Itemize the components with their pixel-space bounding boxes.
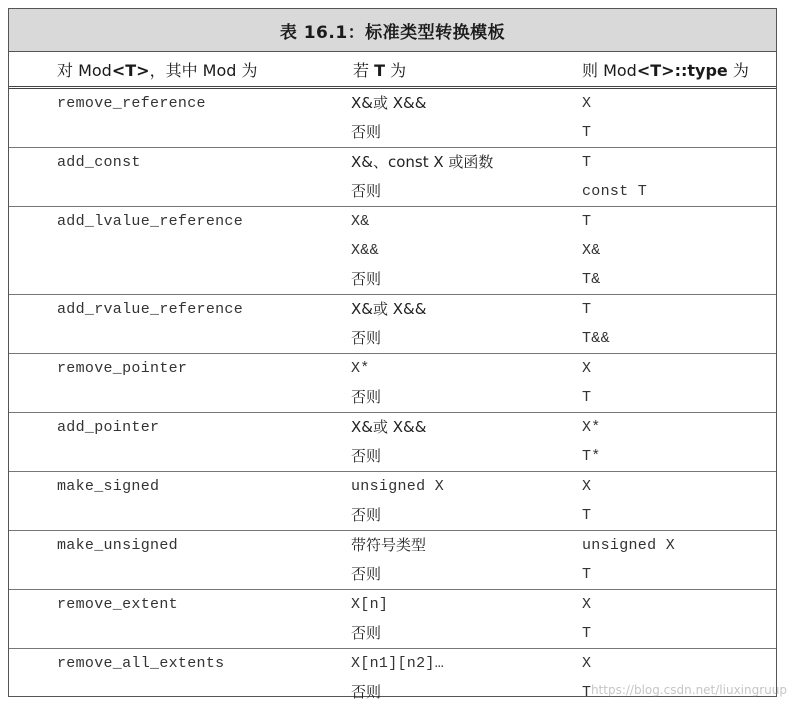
result-type-cell: X [582,95,592,112]
row-line [9,649,776,678]
template-name: remove_pointer [57,360,188,377]
result-type-cell: T&& [582,330,610,347]
row-line [9,590,776,619]
row-line [9,265,776,294]
result-type-cell: T [582,507,592,524]
header-condition-prefix: 若 [353,60,375,80]
condition-cell: X& [351,213,370,230]
row-line [9,89,776,118]
table-row [9,472,776,531]
header-result-type: <T>::type [636,60,728,80]
table-row [9,148,776,207]
condition-cell: 否则 [351,388,382,406]
result-type-cell: X [582,596,592,613]
header-condition-t: T [374,60,386,80]
table-row [9,207,776,295]
row-line [9,413,776,442]
table-body [9,89,776,707]
template-name: remove_all_extents [57,655,225,672]
header-result-suffix: 为 [727,60,749,80]
row-line [9,472,776,501]
result-type-cell: T [582,684,592,701]
condition-cell: 否则 [351,123,382,141]
condition-cell: X&或 X&& [351,300,427,318]
header-mod-template: <T> [111,60,150,80]
condition-cell: X&& [351,242,379,259]
row-line [9,295,776,324]
condition-cell: 否则 [351,683,382,701]
result-type-cell: T [582,625,592,642]
header-result [582,58,749,81]
result-type-cell: T [582,124,592,141]
row-line [9,501,776,530]
condition-cell: 否则 [351,329,382,347]
row-line [9,207,776,236]
template-name: add_const [57,154,141,171]
result-type-cell: X* [582,419,601,436]
result-type-cell: T* [582,448,601,465]
condition-cell: 否则 [351,506,382,524]
result-type-cell: X& [582,242,601,259]
condition-cell: 否则 [351,624,382,642]
template-name: remove_extent [57,596,178,613]
condition-cell: X* [351,360,370,377]
table-row [9,531,776,590]
result-type-cell: unsigned X [582,537,676,554]
header-mod-suffix: ，其中 Mod 为 [149,60,258,80]
template-name: make_unsigned [57,537,178,554]
result-type-cell: X [582,655,592,672]
header-condition-suffix: 为 [385,60,407,80]
header-mod [57,58,258,81]
condition-cell: 否则 [351,565,382,583]
result-type-cell: T [582,301,592,318]
table-row [9,295,776,354]
table-header [9,52,776,89]
result-type-cell: T [582,154,592,171]
row-line [9,383,776,412]
row-line [9,177,776,206]
row-line [9,442,776,471]
condition-cell: X[n1][n2]… [351,655,445,672]
watermark: https://blog.csdn.net/liuxingruup [590,683,787,697]
result-type-cell: T [582,566,592,583]
result-type-cell: T& [582,271,601,288]
row-line [9,236,776,265]
header-mod-prefix: 对 Mod [57,60,112,80]
table-row [9,413,776,472]
result-type-cell: T [582,213,592,230]
template-name: make_signed [57,478,160,495]
condition-cell: X&或 X&& [351,94,427,112]
header-result-prefix: 则 Mod [582,60,637,80]
row-line [9,118,776,147]
table-row [9,590,776,649]
template-name: remove_reference [57,95,206,112]
result-type-cell: const T [582,183,648,200]
table-caption: 表 16.1：标准类型转换模板 [9,9,776,52]
condition-cell: 否则 [351,182,382,200]
row-line [9,619,776,648]
condition-cell: unsigned X [351,478,445,495]
condition-cell: X[n] [351,596,389,613]
row-line [9,324,776,353]
row-line [9,560,776,589]
result-type-cell: T [582,389,592,406]
condition-cell: 带符号类型 [351,536,427,554]
condition-cell: X&或 X&& [351,418,427,436]
result-type-cell: X [582,360,592,377]
row-line [9,354,776,383]
condition-cell: X&、const X 或函数 [351,153,494,171]
template-name: add_lvalue_reference [57,213,244,230]
type-transform-table [8,8,777,701]
table-row [9,354,776,413]
condition-cell: 否则 [351,447,382,465]
row-line [9,531,776,560]
template-name: add_pointer [57,419,160,436]
condition-cell: 否则 [351,270,382,288]
row-line [9,148,776,177]
result-type-cell: X [582,478,592,495]
header-condition [353,58,406,81]
template-name: add_rvalue_reference [57,301,244,318]
table-row [9,89,776,148]
table-row [9,649,776,707]
